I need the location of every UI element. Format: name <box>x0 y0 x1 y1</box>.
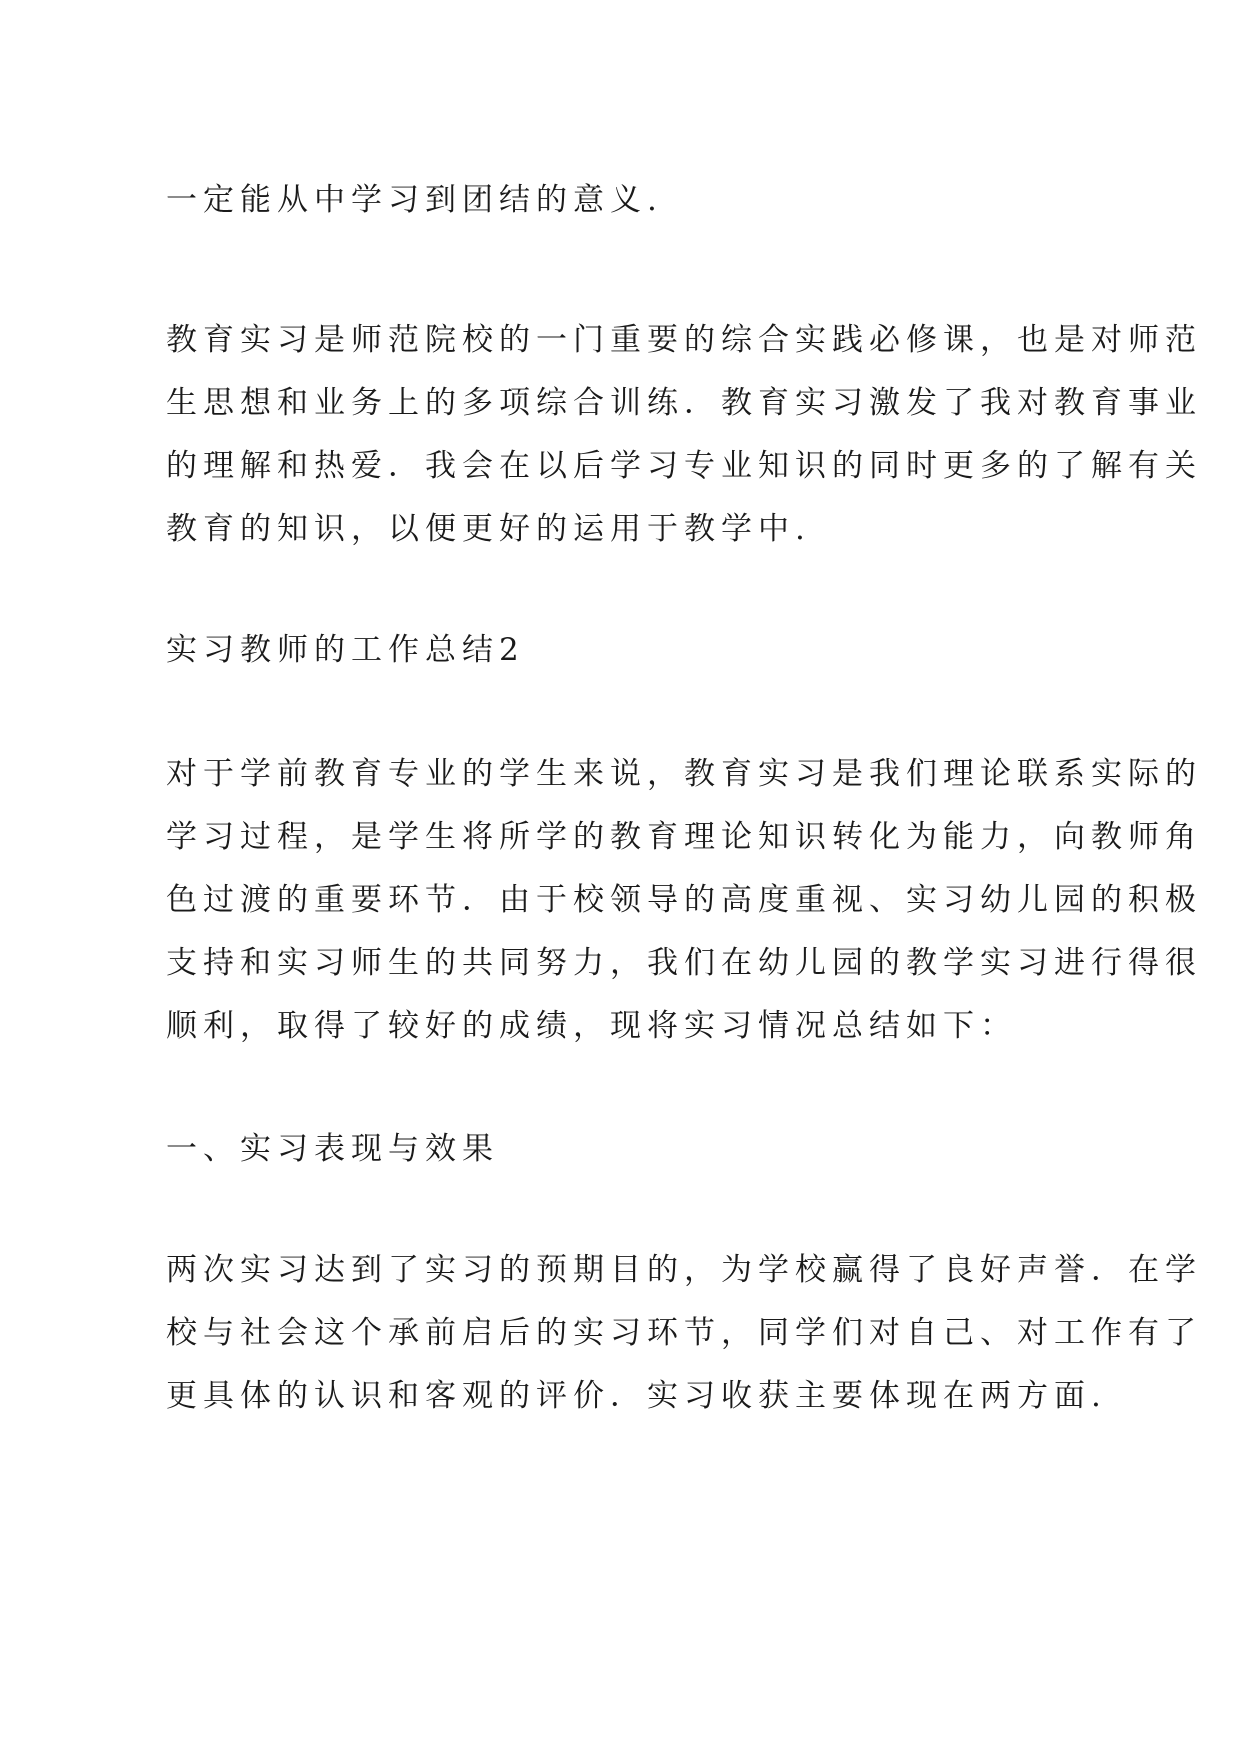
section-heading: 实习教师的工作总结2 <box>166 632 525 668</box>
paragraph-line: 学习过程，是学生将所学的教育理论知识转化为能力，向教师角 <box>166 819 1202 855</box>
paragraph-line: 对于学前教育专业的学生来说，教育实习是我们理论联系实际的 <box>166 756 1202 792</box>
paragraph-line: 两次实习达到了实习的预期目的，为学校赢得了良好声誉．在学 <box>166 1252 1202 1288</box>
paragraph-line: 教育实习是师范院校的一门重要的综合实践必修课，也是对师范 <box>166 322 1202 358</box>
paragraph-line: 更具体的认识和客观的评价．实习收获主要体现在两方面. <box>166 1378 1107 1414</box>
paragraph-line: 校与社会这个承前启后的实习环节，同学们对自己、对工作有了 <box>166 1315 1202 1351</box>
paragraph-line: 支持和实习师生的共同努力，我们在幼儿园的教学实习进行得很 <box>166 945 1202 981</box>
paragraph-line: 色过渡的重要环节．由于校领导的高度重视、实习幼儿园的积极 <box>166 882 1202 918</box>
paragraph-line: 生思想和业务上的多项综合训练．教育实习激发了我对教育事业 <box>166 385 1202 421</box>
paragraph-line: 教育的知识，以便更好的运用于教学中. <box>166 511 811 547</box>
paragraph-line: 顺利，取得了较好的成绩，现将实习情况总结如下： <box>166 1008 1017 1044</box>
paragraph-line: 的理解和热爱．我会在以后学习专业知识的同时更多的了解有关 <box>166 448 1202 484</box>
paragraph-line: 一定能从中学习到团结的意义. <box>166 182 663 218</box>
section-heading: 一、实习表现与效果 <box>166 1131 499 1167</box>
